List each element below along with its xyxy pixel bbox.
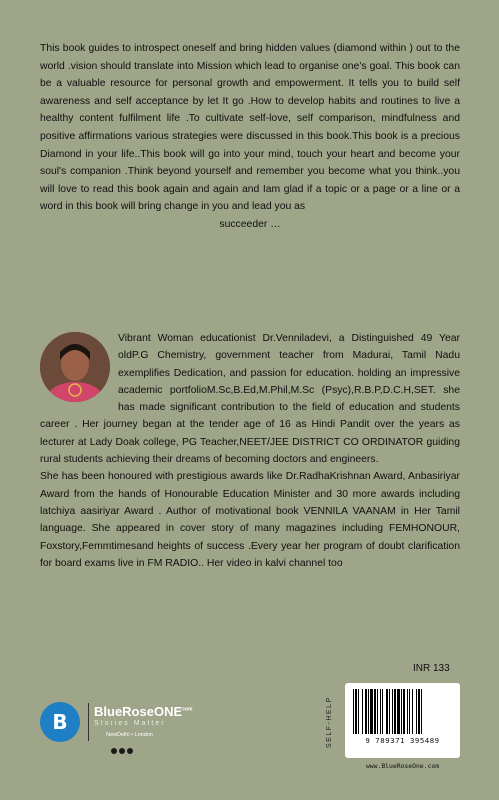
barcode-bar [358,689,359,734]
barcode-bar [418,689,420,734]
isbn-number: 9 789371 395489 [365,736,440,745]
social-icons [111,741,135,748]
publisher-trademark: com [182,706,193,713]
publisher-cities: NewDelhi • London [106,732,153,738]
publisher-logo-emblem [40,702,80,742]
isbn-barcode [345,683,460,758]
blurb-text: This book guides to introspect oneself and bring hidden values (diamond within ) out to the world .vision should translate into Mission which lead to organise one's goal. This book can be a valuable resource for personal growth and empowerment. It tells you to build self awareness and self acceptance by let It go .How to develop habits and routines to live a healthy content fulfilment life .To cultivate self-love, self comparison, mindfulness and positive affirmations various strategies were discussed in this book.This book is a precious Diamond in your life..This book will go into your mind, touch your heart and become your soul's companion .Think beyond yourself and remember you become what you think..you will love to read this book again and again and Iam glad if a topic or a page or a line or a word in this book will bring change in you and lead you as [40,43,460,213]
barcode-bar [421,689,422,734]
facebook-icon [111,748,117,754]
bio-paragraph-2: She has been honoured with prestigious awards like Dr.RadhaKrishnan Award, Anbasiriyar Award from the hands of Honourable Education Minister and 30 more awards including latchiya aasiriyar Award . Author of motivational book VENNILA VAANAM in Her Tamil language. She appeared in cover story of many magazines including FEMHONOUR, Foxstory,Femmtimesand heights of success .Every year her program of doubt clarification for board exams live in FM RADIO.. Her video in kalvi channel too [40,471,460,569]
blurb-closing: succeeder … [219,218,281,230]
price-label: INR 133 [413,663,450,674]
barcode-bar [403,689,405,734]
publisher-name [94,704,192,719]
barcode-bar [370,689,373,734]
author-bio [40,330,460,572]
barcode-bars [353,689,452,734]
publisher-name-blue: BlueRose [94,704,154,719]
publisher-website: www.BlueRoseOne.com [365,762,440,770]
author-photo-illustration [40,332,110,402]
barcode-bar [397,689,400,734]
barcode-bar [389,689,390,734]
barcode-bar [407,689,408,734]
barcode-bar [382,689,383,734]
barcode-bar [368,689,369,734]
genre-label: SELF-HELP [326,696,333,748]
barcode-bar [353,689,354,734]
barcode-bar [412,689,413,734]
publisher-tagline: Stories Matter [94,720,166,727]
barcode-bar [380,689,381,734]
author-portrait [40,332,110,402]
barcode-bar [362,689,363,734]
bio-paragraph-1: Vibrant Woman educationist Dr.Venniladevi, a Distinguished 49 Year oldP.G Chemistry, government teacher from Madurai, Tamil Nadu exemplifies Dedication, and passion for education. holding an impressive academic portfolioM.Sc,B.Ed,M.Phil,M.Sc (Psyc),R.B.P,D.C.H,SET. she has made significant contribution to the field of education and students career . Her journey began at the tender age of 16 as Hindi Pandit over the years as lecturer at Lady Doak college, PG Teacher,NEET/JEE DISTRICT CO ORDINATOR guiding rural students achieving their dreams of becoming doctors and engineers. [40,333,460,466]
logo-divider [88,703,89,741]
barcode-bar [386,689,388,734]
barcode-bar [377,689,378,734]
publisher-name-one: ONE [153,704,183,719]
book-blurb [40,40,460,234]
instagram-icon [119,748,125,754]
barcode-bar [392,689,393,734]
barcode-bar [374,689,376,734]
barcode-bar [401,689,402,734]
barcode-bar [416,689,417,734]
barcode-bar [394,689,396,734]
barcode-bar [355,689,357,734]
barcode-bar [365,689,367,734]
publisher-emblem-letter: B [52,710,68,734]
x-icon [127,748,133,754]
barcode-bar [409,689,410,734]
